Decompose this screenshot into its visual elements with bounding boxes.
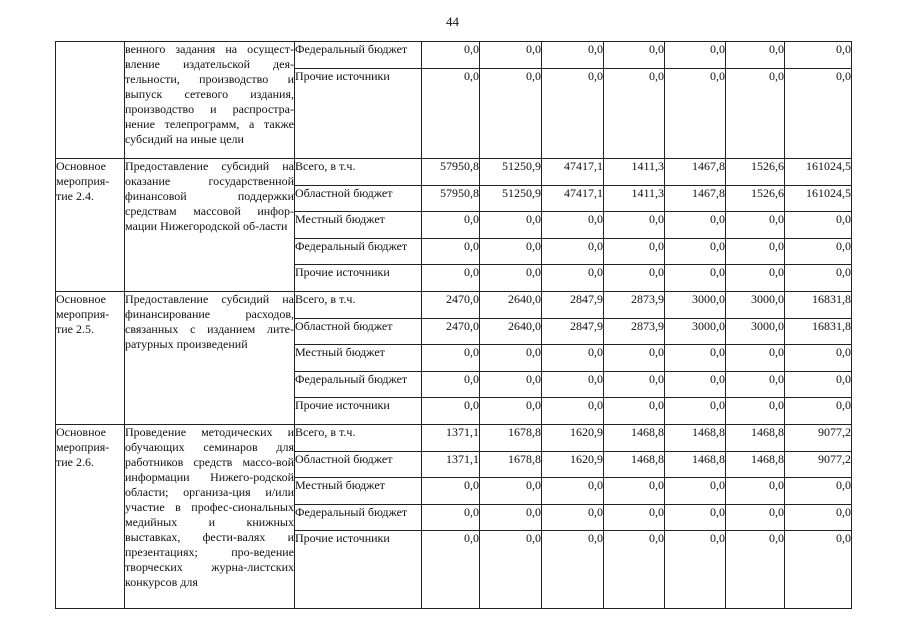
amount-cell: 2640,0 <box>480 319 542 345</box>
amount-cell: 0,0 <box>604 265 665 292</box>
amount-cell: 0,0 <box>604 398 665 425</box>
amount-cell: 0,0 <box>665 42 726 69</box>
funding-source: Местный бюджет <box>295 478 422 505</box>
amount-cell: 0,0 <box>665 531 726 609</box>
amount-cell: 0,0 <box>665 212 726 239</box>
table-row <box>56 42 852 69</box>
amount-cell: 51250,9 <box>480 159 542 186</box>
amount-cell: 0,0 <box>665 69 726 159</box>
amount-cell: 0,0 <box>665 345 726 372</box>
amount-cell: 0,0 <box>785 531 852 609</box>
funding-source: Местный бюджет <box>295 345 422 372</box>
amount-cell: 0,0 <box>726 42 785 69</box>
funding-source: Прочие источники <box>295 398 422 425</box>
amount-cell: 161024,5 <box>785 186 852 212</box>
amount-cell: 0,0 <box>726 478 785 505</box>
amount-cell: 0,0 <box>542 42 604 69</box>
amount-cell: 0,0 <box>542 398 604 425</box>
amount-cell: 16831,8 <box>785 319 852 345</box>
amount-cell: 0,0 <box>665 505 726 531</box>
amount-cell: 51250,9 <box>480 186 542 212</box>
amount-cell: 0,0 <box>480 478 542 505</box>
amount-cell: 3000,0 <box>665 319 726 345</box>
amount-cell: 0,0 <box>726 505 785 531</box>
amount-cell: 0,0 <box>480 42 542 69</box>
funding-source: Всего, в т.ч. <box>295 292 422 319</box>
amount-cell: 1468,8 <box>726 452 785 478</box>
amount-cell: 0,0 <box>726 69 785 159</box>
amount-cell: 3000,0 <box>726 319 785 345</box>
amount-cell: 2873,9 <box>604 292 665 319</box>
amount-cell: 0,0 <box>785 212 852 239</box>
amount-cell: 57950,8 <box>422 186 480 212</box>
amount-cell: 1468,8 <box>665 425 726 452</box>
amount-cell: 1678,8 <box>480 425 542 452</box>
budget-table <box>55 41 852 609</box>
funding-source: Федеральный бюджет <box>295 372 422 398</box>
measure-description: Проведение методических и обучающих семинаров для работников средств массо-вой информации Нижего-родской области; организа-ция и/или участие в профес-сиональных медийных и книжных выставках, фести-валях и презентациях; про-ведение творческих журна-листских конкурсов для <box>125 425 294 589</box>
table-row <box>56 425 852 452</box>
amount-cell: 0,0 <box>726 531 785 609</box>
amount-cell: 0,0 <box>785 478 852 505</box>
amount-cell: 0,0 <box>604 345 665 372</box>
amount-cell: 1468,8 <box>726 425 785 452</box>
amount-cell: 0,0 <box>480 398 542 425</box>
funding-source: Прочие источники <box>295 69 422 159</box>
measure-description: Предоставление субсидий на оказание государственной финансовой поддержки средствам массовой инфор-мации Нижегородской об-ласти <box>125 159 294 233</box>
amount-cell: 0,0 <box>422 42 480 69</box>
funding-source: Местный бюджет <box>295 212 422 239</box>
amount-cell: 0,0 <box>604 239 665 265</box>
amount-cell: 0,0 <box>785 42 852 69</box>
amount-cell: 0,0 <box>480 372 542 398</box>
funding-source: Федеральный бюджет <box>295 42 422 69</box>
amount-cell: 0,0 <box>785 372 852 398</box>
amount-cell: 0,0 <box>542 265 604 292</box>
funding-source: Областной бюджет <box>295 186 422 212</box>
amount-cell: 1678,8 <box>480 452 542 478</box>
amount-cell: 0,0 <box>604 505 665 531</box>
amount-cell: 0,0 <box>665 239 726 265</box>
amount-cell: 0,0 <box>422 531 480 609</box>
amount-cell: 0,0 <box>604 531 665 609</box>
amount-cell: 2640,0 <box>480 292 542 319</box>
amount-cell: 0,0 <box>542 478 604 505</box>
amount-cell: 47417,1 <box>542 186 604 212</box>
measure-label: Основное мероприя-тие 2.5. <box>56 292 125 425</box>
amount-cell: 0,0 <box>422 212 480 239</box>
funding-source: Прочие источники <box>295 531 422 609</box>
amount-cell: 0,0 <box>665 372 726 398</box>
funding-source: Прочие источники <box>295 265 422 292</box>
amount-cell: 0,0 <box>480 531 542 609</box>
amount-cell: 0,0 <box>785 239 852 265</box>
amount-cell: 161024,5 <box>785 159 852 186</box>
amount-cell: 0,0 <box>542 212 604 239</box>
amount-cell: 0,0 <box>542 69 604 159</box>
amount-cell: 3000,0 <box>665 292 726 319</box>
amount-cell: 0,0 <box>480 265 542 292</box>
amount-cell: 0,0 <box>785 398 852 425</box>
amount-cell: 0,0 <box>785 505 852 531</box>
amount-cell: 0,0 <box>604 42 665 69</box>
amount-cell: 0,0 <box>422 478 480 505</box>
funding-source: Всего, в т.ч. <box>295 159 422 186</box>
amount-cell: 0,0 <box>480 69 542 159</box>
amount-cell: 1411,3 <box>604 186 665 212</box>
amount-cell: 0,0 <box>542 345 604 372</box>
amount-cell: 0,0 <box>785 69 852 159</box>
amount-cell: 0,0 <box>542 239 604 265</box>
amount-cell: 0,0 <box>785 345 852 372</box>
funding-source: Федеральный бюджет <box>295 239 422 265</box>
amount-cell: 0,0 <box>422 69 480 159</box>
amount-cell: 0,0 <box>604 478 665 505</box>
amount-cell: 2873,9 <box>604 319 665 345</box>
amount-cell: 0,0 <box>726 265 785 292</box>
amount-cell: 0,0 <box>665 398 726 425</box>
amount-cell: 0,0 <box>665 265 726 292</box>
funding-source: Федеральный бюджет <box>295 505 422 531</box>
amount-cell: 0,0 <box>422 265 480 292</box>
amount-cell: 0,0 <box>542 505 604 531</box>
measure-description: венного задания на осущест-вление издательской дея-тельности, производство и выпуск сетевого издания, производство и распростра-нение телепрограмм, а также субсидий на иные цели <box>125 42 294 146</box>
amount-cell: 0,0 <box>726 345 785 372</box>
table-row <box>56 159 852 186</box>
amount-cell: 2847,9 <box>542 319 604 345</box>
table-row <box>56 292 852 319</box>
amount-cell: 0,0 <box>604 372 665 398</box>
amount-cell: 1526,6 <box>726 186 785 212</box>
amount-cell: 0,0 <box>542 531 604 609</box>
table-body <box>56 42 852 609</box>
amount-cell: 0,0 <box>480 345 542 372</box>
amount-cell: 0,0 <box>604 212 665 239</box>
amount-cell: 1371,1 <box>422 425 480 452</box>
amount-cell: 0,0 <box>665 478 726 505</box>
amount-cell: 0,0 <box>422 372 480 398</box>
amount-cell: 1467,8 <box>665 186 726 212</box>
amount-cell: 47417,1 <box>542 159 604 186</box>
amount-cell: 0,0 <box>726 398 785 425</box>
amount-cell: 57950,8 <box>422 159 480 186</box>
amount-cell: 2470,0 <box>422 319 480 345</box>
amount-cell: 1468,8 <box>665 452 726 478</box>
amount-cell: 1526,6 <box>726 159 785 186</box>
amount-cell: 0,0 <box>726 372 785 398</box>
amount-cell: 2847,9 <box>542 292 604 319</box>
measure-label: Основное мероприя-тие 2.6. <box>56 425 125 609</box>
measure-label: Основное мероприя-тие 2.4. <box>56 159 125 292</box>
funding-source: Всего, в т.ч. <box>295 425 422 452</box>
amount-cell: 16831,8 <box>785 292 852 319</box>
amount-cell: 1468,8 <box>604 425 665 452</box>
amount-cell: 1467,8 <box>665 159 726 186</box>
funding-source: Областной бюджет <box>295 319 422 345</box>
amount-cell: 0,0 <box>785 265 852 292</box>
amount-cell: 0,0 <box>422 239 480 265</box>
amount-cell: 1371,1 <box>422 452 480 478</box>
amount-cell: 2470,0 <box>422 292 480 319</box>
amount-cell: 3000,0 <box>726 292 785 319</box>
amount-cell: 0,0 <box>422 505 480 531</box>
funding-source: Областной бюджет <box>295 452 422 478</box>
page-number: 44 <box>446 14 459 29</box>
amount-cell: 1620,9 <box>542 425 604 452</box>
amount-cell: 1620,9 <box>542 452 604 478</box>
amount-cell: 0,0 <box>480 239 542 265</box>
amount-cell: 0,0 <box>726 212 785 239</box>
amount-cell: 0,0 <box>542 372 604 398</box>
amount-cell: 9077,2 <box>785 425 852 452</box>
amount-cell: 0,0 <box>480 505 542 531</box>
measure-description: Предоставление субсидий на финансирование расходов, связанных с изданием лите-ратурных произведений <box>125 292 294 351</box>
amount-cell: 0,0 <box>604 69 665 159</box>
amount-cell: 1411,3 <box>604 159 665 186</box>
amount-cell: 0,0 <box>480 212 542 239</box>
amount-cell: 0,0 <box>726 239 785 265</box>
amount-cell: 0,0 <box>422 398 480 425</box>
amount-cell: 0,0 <box>422 345 480 372</box>
amount-cell: 9077,2 <box>785 452 852 478</box>
amount-cell: 1468,8 <box>604 452 665 478</box>
measure-label <box>56 42 125 159</box>
